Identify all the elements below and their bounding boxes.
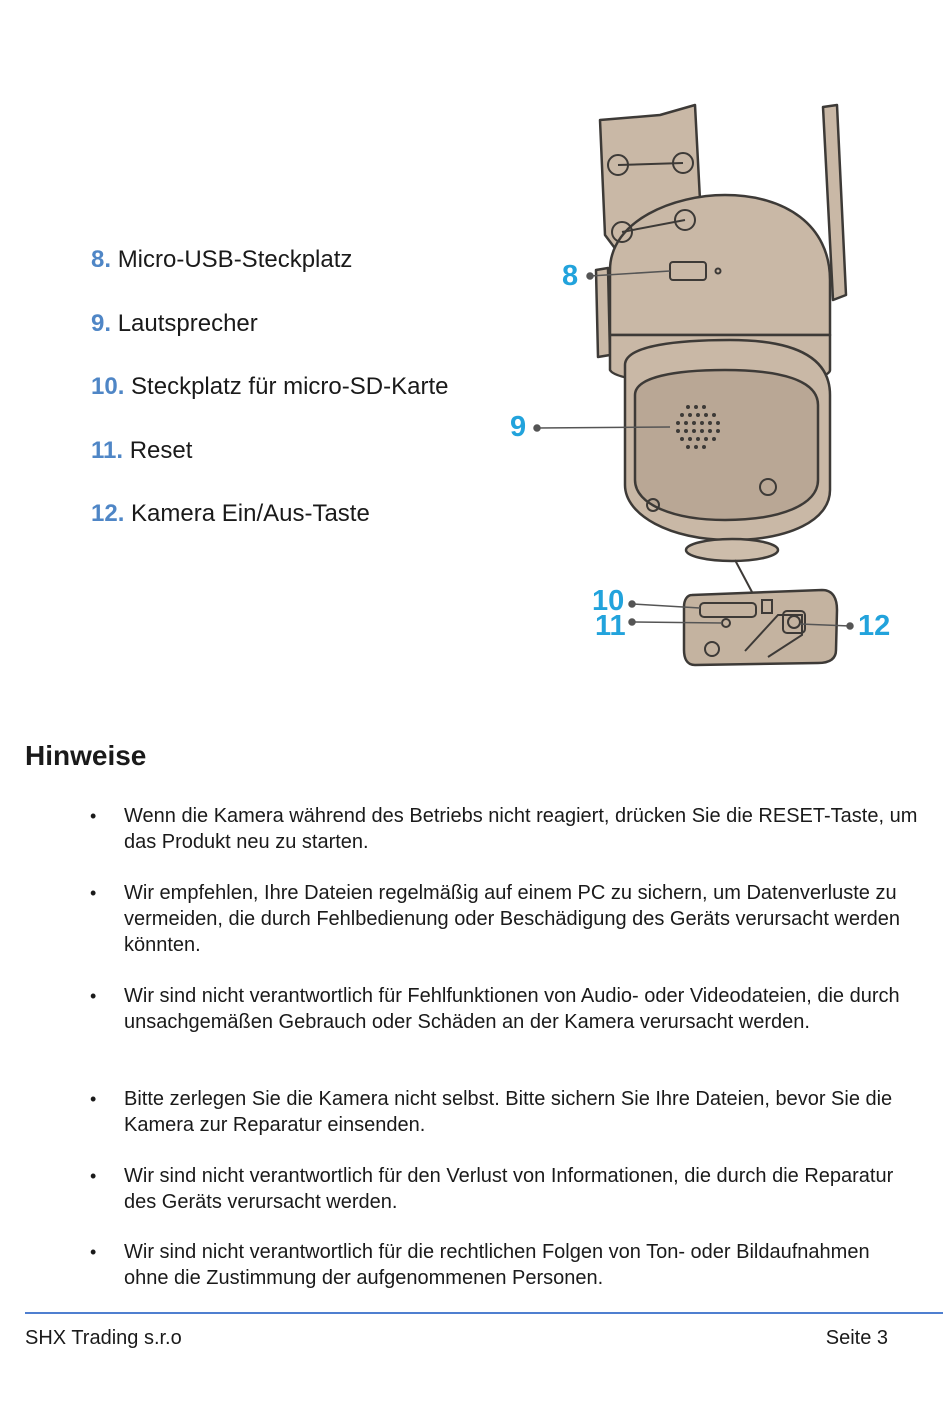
callout-8: 8 (562, 260, 579, 292)
bullet-icon: • (90, 806, 97, 826)
callout-9: 9 (510, 411, 527, 443)
bullet-icon: • (90, 883, 97, 903)
camera-figure (500, 95, 910, 675)
part-item-11 (91, 437, 192, 465)
note-text: Bitte zerlegen Sie die Kamera nicht selbst. Bitte sichern Sie Ihre Dateien, bevor Sie die Kamera zur Reparatur einsenden. (124, 1088, 893, 1136)
note-text: Wenn die Kamera während des Betriebs nicht reagiert, drücken Sie die RESET-Taste, um das Produkt neu zu starten. (124, 805, 918, 853)
part-item-9 (91, 310, 258, 338)
callout-11: 11 (595, 610, 626, 642)
part-label: Micro-USB-Steckplatz (117, 246, 353, 273)
note-text: Wir empfehlen, Ihre Dateien regelmäßig auf einem PC zu sichern, um Datenverluste zu vermeiden, die durch Fehlbedienung oder Beschädigung des Geräts verursacht werden könnten. (124, 882, 901, 956)
part-label: Reset (129, 437, 193, 464)
bullet-icon: • (90, 986, 97, 1006)
part-number: 8. (91, 246, 112, 273)
bullet-icon: • (90, 1166, 97, 1186)
part-label: Steckplatz für micro-SD-Karte (131, 373, 449, 400)
note-text: Wir sind nicht verantwortlich für Fehlfunktionen von Audio- oder Videodateien, die durch unsachgemäßen Gebrauch oder Schäden an der Kamera verursacht werden. (124, 985, 900, 1033)
bullet-icon: • (90, 1089, 97, 1109)
callout-10: 10 (592, 585, 625, 617)
footer-divider (25, 1312, 943, 1314)
note-text: Wir sind nicht verantwortlich für den Verlust von Informationen, die durch die Reparatur des Geräts verursacht werden. (124, 1165, 894, 1213)
part-item-10 (91, 373, 448, 401)
footer-page-number: Seite 3 (825, 1327, 888, 1349)
note-text: Wir sind nicht verantwortlich für die rechtlichen Folgen von Ton- oder Bildaufnahmen ohne die Zustimmung der aufgenommenen Personen. (124, 1241, 870, 1289)
part-item-8 (91, 246, 352, 274)
part-item-12 (91, 500, 370, 528)
part-number: 9. (91, 310, 112, 337)
part-label: Kamera Ein/Aus-Taste (131, 500, 370, 527)
callout-12: 12 (858, 610, 891, 642)
footer-company: SHX Trading s.r.o (25, 1327, 182, 1349)
part-label: Lautsprecher (117, 310, 258, 337)
part-number: 11. (91, 437, 124, 464)
section-heading: Hinweise (25, 740, 147, 771)
bullet-icon: • (90, 1242, 97, 1262)
part-number: 10. (91, 373, 125, 400)
part-number: 12. (91, 500, 125, 527)
camera-illustration-icon (500, 95, 910, 675)
